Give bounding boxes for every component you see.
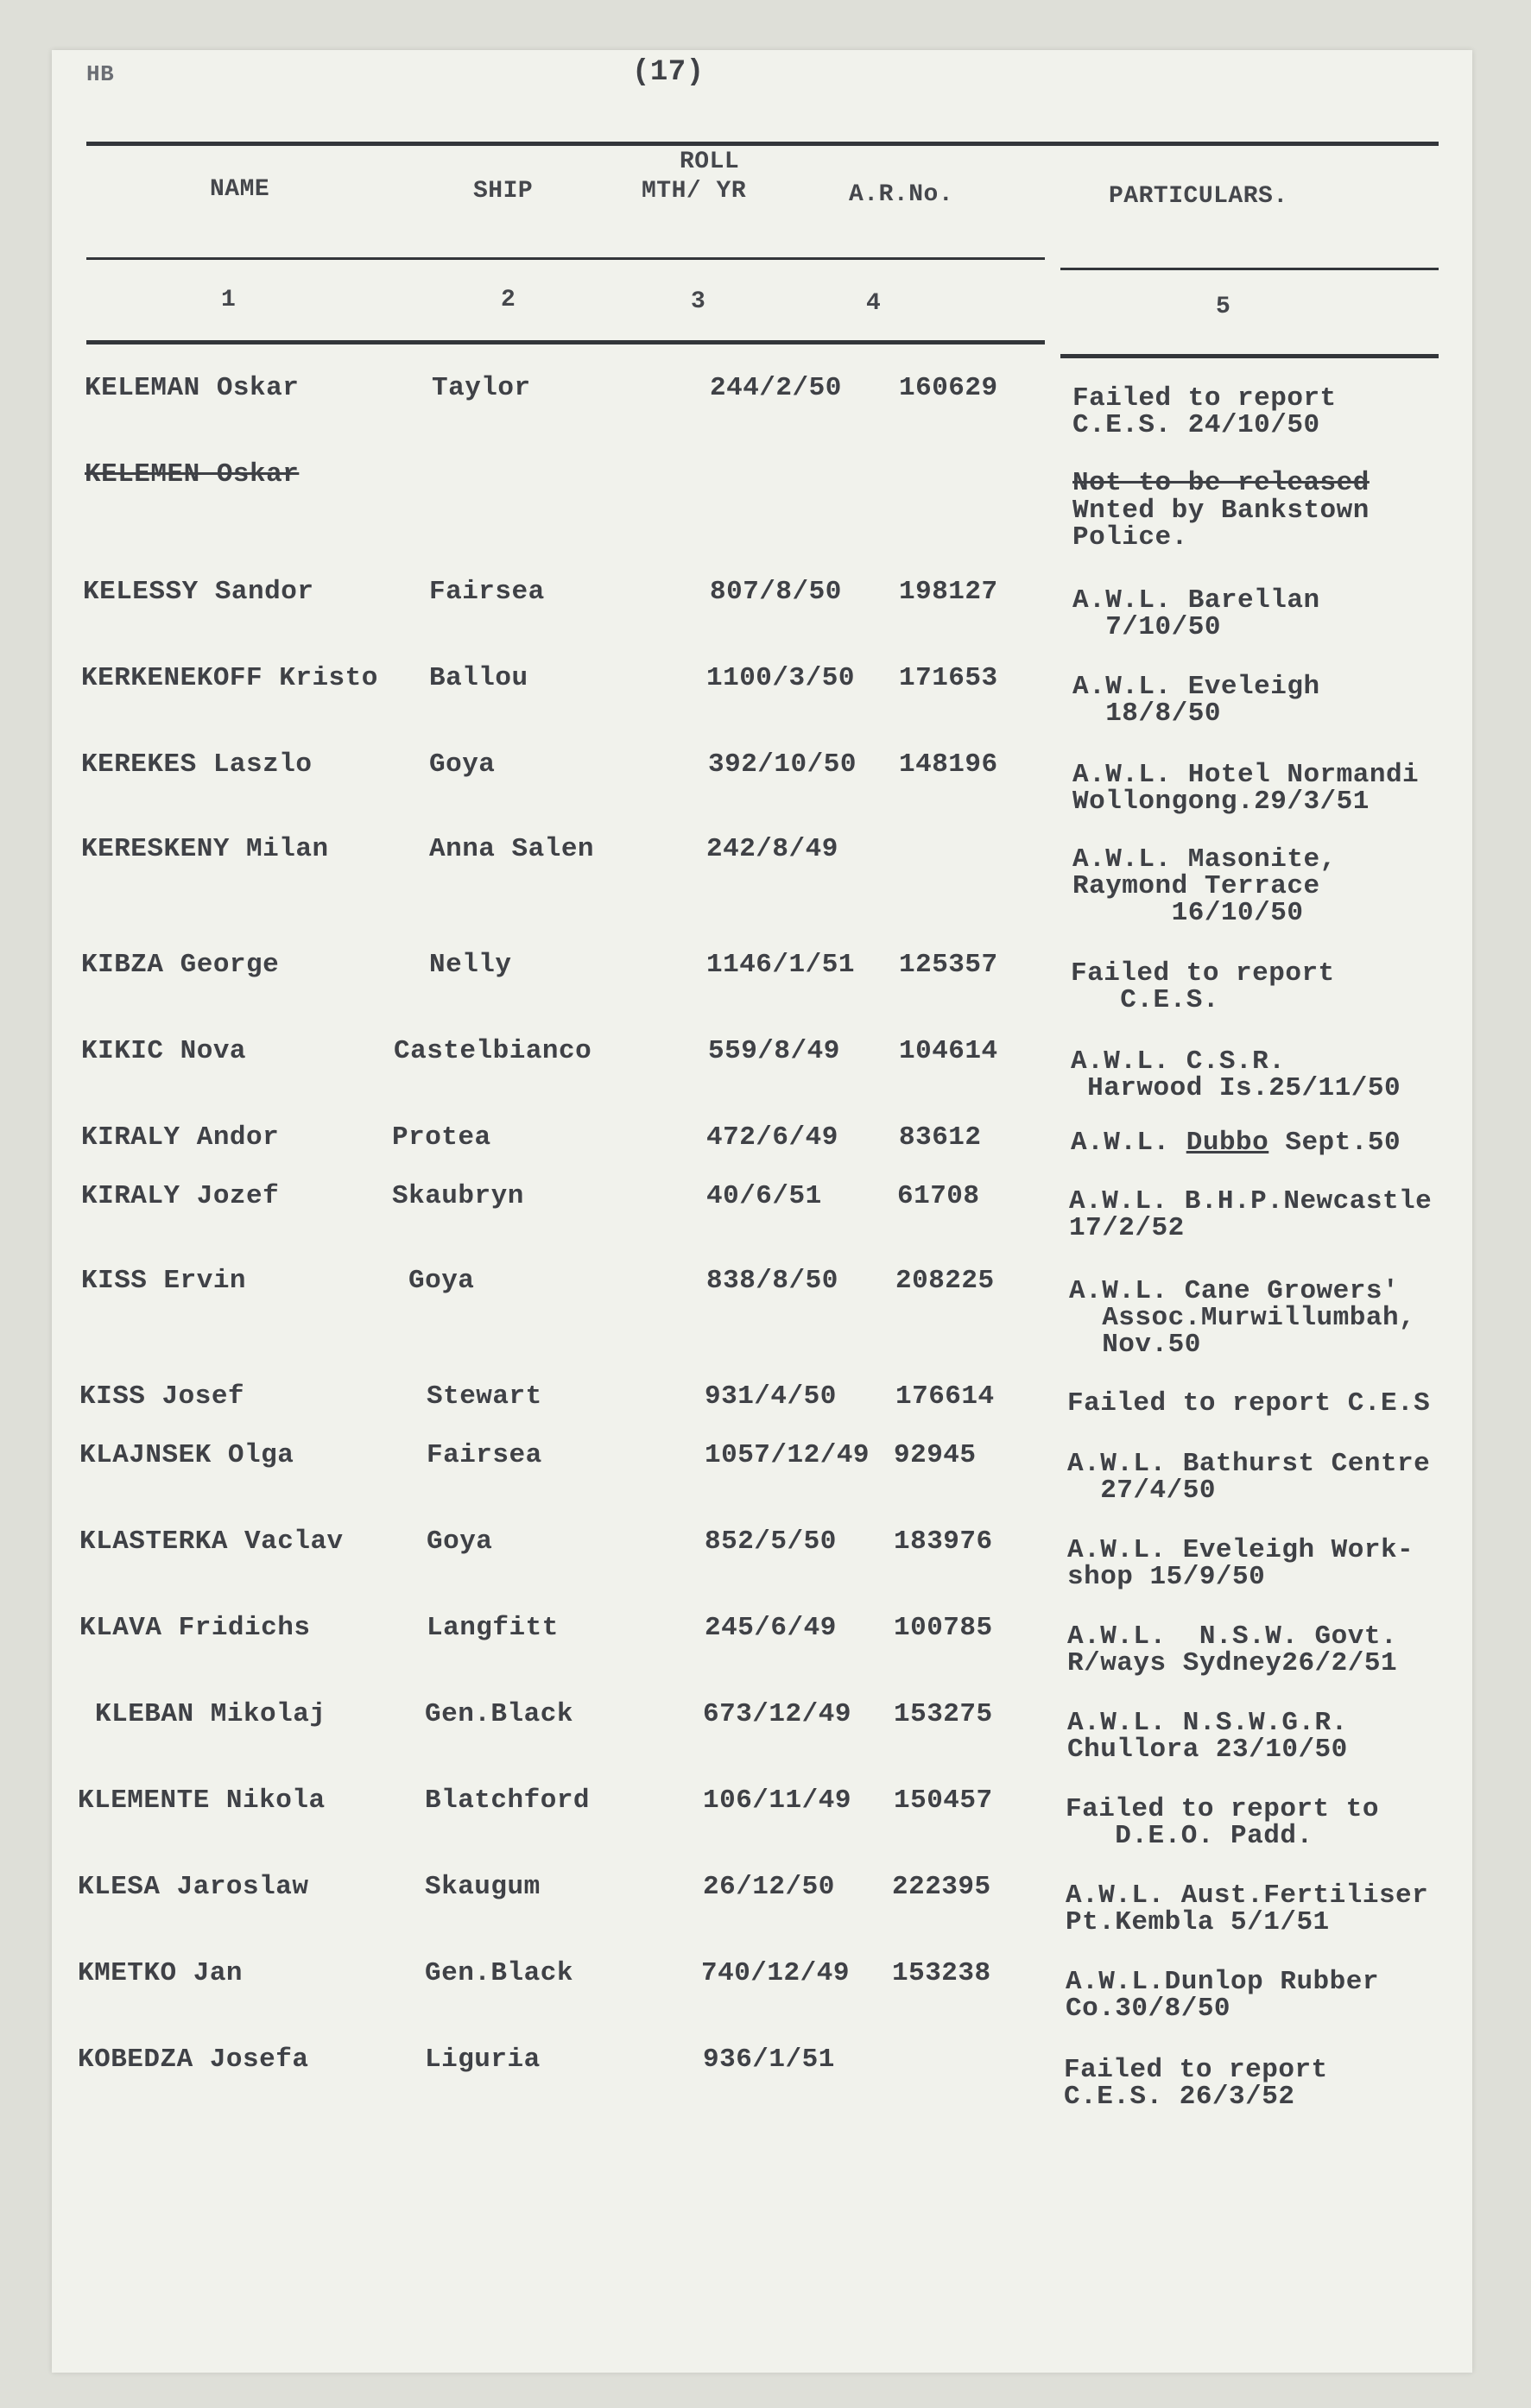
cell-name: KMETKO Jan xyxy=(78,1958,244,1988)
cell-ship: Castelbianco xyxy=(394,1036,592,1066)
cell-ship: Goya xyxy=(429,749,496,780)
cell-ar-number: 104614 xyxy=(899,1036,998,1066)
cell-ship: Nelly xyxy=(429,950,512,980)
column-header-particulars: PARTICULARS. xyxy=(1109,183,1288,210)
cell-name: KLEBAN Mikolaj xyxy=(95,1699,326,1729)
cell-ship: Taylor xyxy=(432,373,531,403)
column-number-4: 4 xyxy=(866,290,882,317)
cell-ar-number: 176614 xyxy=(895,1381,995,1412)
cell-roll: 838/8/50 xyxy=(706,1266,838,1296)
cell-particulars: Failed to report C.E.S. 26/3/52 xyxy=(1064,2055,1328,2112)
cell-particulars xyxy=(1071,1129,1401,1157)
cell-ar-number: 148196 xyxy=(899,749,998,780)
particulars-underlined-place: Dubbo xyxy=(1186,1128,1269,1158)
cell-particulars: A.W.L. Bathurst Centre 27/4/50 xyxy=(1067,1449,1431,1506)
cell-particulars: Wnted by Bankstown Police. xyxy=(1072,496,1370,553)
cell-ar-number: 153238 xyxy=(892,1958,991,1988)
cell-ship: Gen.Black xyxy=(425,1958,573,1988)
cell-ar-number: 171653 xyxy=(899,663,998,693)
cell-ar-number: 100785 xyxy=(894,1613,993,1643)
cell-roll: 931/4/50 xyxy=(705,1381,837,1412)
cell-ar-number: 61708 xyxy=(897,1181,980,1211)
cell-ship: Stewart xyxy=(427,1381,542,1412)
cell-name: KERKENEKOFF Kristo xyxy=(81,663,378,693)
cell-particulars: A.W.L. Eveleigh 18/8/50 xyxy=(1072,672,1320,729)
cell-ship: Langfitt xyxy=(427,1613,559,1643)
cell-name: KOBEDZA Josefa xyxy=(78,2045,309,2075)
column-header-roll-month-year: MTH/ YR xyxy=(642,178,747,205)
cell-roll: 673/12/49 xyxy=(703,1699,851,1729)
cell-name: KISS Ervin xyxy=(81,1266,247,1296)
cell-particulars: Failed to report C.E.S. xyxy=(1071,958,1335,1015)
column-header-name: NAME xyxy=(210,176,270,203)
cell-ar-number: 198127 xyxy=(899,577,998,607)
page-number: (17) xyxy=(632,56,705,89)
cell-particulars: A.W.L. N.S.W.G.R. Chullora 23/10/50 xyxy=(1067,1708,1348,1765)
cell-name: KERESKENY Milan xyxy=(81,834,329,864)
cell-particulars: A.W.L. Hotel Normandi Wollongong.29/3/51 xyxy=(1072,760,1420,817)
cell-particulars: A.W.L. Eveleigh Work- shop 15/9/50 xyxy=(1067,1535,1414,1592)
cell-ship: Skaubryn xyxy=(392,1181,524,1211)
cell-name: KIRALY Andor xyxy=(81,1122,280,1153)
cell-particulars: A.W.L. Masonite, Raymond Terrace 16/10/50 xyxy=(1072,844,1337,928)
cell-roll: 242/8/49 xyxy=(706,834,838,864)
cell-name: KLAVA Fridichs xyxy=(79,1613,311,1643)
cell-ship: Fairsea xyxy=(429,577,545,607)
cell-ar-number: 125357 xyxy=(899,950,998,980)
cell-particulars: A.W.L. C.S.R. Harwood Is.25/11/50 xyxy=(1071,1046,1401,1103)
cell-ar-number: 208225 xyxy=(895,1266,995,1296)
cell-roll: 807/8/50 xyxy=(710,577,842,607)
column-number-2: 2 xyxy=(501,287,516,313)
cell-ship: Skaugum xyxy=(425,1872,541,1902)
cell-particulars: A.W.L. B.H.P.Newcastle 17/2/52 xyxy=(1069,1186,1433,1243)
cell-ship: Anna Salen xyxy=(429,834,595,864)
cell-ar-number: 83612 xyxy=(899,1122,982,1153)
cell-ship: Protea xyxy=(392,1122,491,1153)
cell-particulars: A.W.L.Dunlop Rubber Co.30/8/50 xyxy=(1066,1967,1379,2024)
cell-name: KLESA Jaroslaw xyxy=(78,1872,309,1902)
cell-roll: 1146/1/51 xyxy=(706,950,855,980)
cell-name: KLASTERKA Vaclav xyxy=(79,1526,344,1557)
header-bottom-rule-right xyxy=(1060,354,1439,358)
cell-name: KIKIC Nova xyxy=(81,1036,247,1066)
cell-ar-number: 150457 xyxy=(894,1785,993,1816)
cell-ship: Gen.Black xyxy=(425,1699,573,1729)
column-number-5: 5 xyxy=(1216,294,1231,320)
cell-ar-number: 92945 xyxy=(894,1440,977,1470)
cell-particulars: A.W.L. Barellan 7/10/50 xyxy=(1072,585,1320,642)
cell-roll: 936/1/51 xyxy=(703,2045,835,2075)
cell-ship: Fairsea xyxy=(427,1440,542,1470)
header-top-rule xyxy=(86,142,1439,146)
column-number-1: 1 xyxy=(221,287,237,313)
cell-name: KELESSY Sandor xyxy=(83,577,314,607)
particulars-prefix: A.W.L. xyxy=(1071,1128,1186,1158)
column-header-ar-number: A.R.No. xyxy=(849,181,954,208)
cell-ship: Blatchford xyxy=(425,1785,591,1816)
cell-particulars: Failed to report C.E.S. 24/10/50 xyxy=(1072,383,1337,440)
cell-name: KELEMAN Oskar xyxy=(85,373,300,403)
cell-name: KELEMEN Oskar xyxy=(85,459,300,490)
particulars-suffix: Sept.50 xyxy=(1268,1128,1401,1158)
header-mid-rule-right xyxy=(1060,268,1439,270)
column-number-3: 3 xyxy=(691,288,706,315)
cell-name: KIRALY Jozef xyxy=(81,1181,280,1211)
column-header-ship: SHIP xyxy=(473,178,534,205)
cell-roll: 245/6/49 xyxy=(705,1613,837,1643)
cell-particulars: Failed to report to D.E.O. Padd. xyxy=(1066,1794,1379,1851)
cell-ship: Goya xyxy=(427,1526,493,1557)
cell-particulars-struck: Not to be released xyxy=(1072,468,1370,498)
header-mid-rule-left xyxy=(86,257,1045,260)
cell-ar-number: 153275 xyxy=(894,1699,993,1729)
cell-particulars: Failed to report C.E.S xyxy=(1067,1388,1431,1419)
header-bottom-rule-left xyxy=(86,340,1045,344)
cell-roll: 106/11/49 xyxy=(703,1785,851,1816)
cell-roll: 244/2/50 xyxy=(710,373,842,403)
cell-particulars: A.W.L. Cane Growers' Assoc.Murwillumbah, Nov.50 xyxy=(1069,1276,1416,1360)
cell-particulars: A.W.L. Aust.Fertiliser Pt.Kembla 5/1/51 xyxy=(1066,1880,1429,1937)
cell-name: KISS Josef xyxy=(79,1381,245,1412)
cell-ar-number: 183976 xyxy=(894,1526,993,1557)
cell-roll: 392/10/50 xyxy=(708,749,857,780)
cell-name: KLEMENTE Nikola xyxy=(78,1785,326,1816)
page-initials: HB xyxy=(86,61,115,87)
cell-ar-number: 160629 xyxy=(899,373,998,403)
cell-roll: 852/5/50 xyxy=(705,1526,837,1557)
cell-roll: 26/12/50 xyxy=(703,1872,835,1902)
cell-roll: 559/8/49 xyxy=(708,1036,840,1066)
cell-ship: Liguria xyxy=(425,2045,541,2075)
cell-ar-number: 222395 xyxy=(892,1872,991,1902)
cell-name: KIBZA George xyxy=(81,950,280,980)
cell-roll: 1057/12/49 xyxy=(705,1440,870,1470)
cell-ship: Ballou xyxy=(429,663,528,693)
cell-roll: 1100/3/50 xyxy=(706,663,855,693)
column-header-roll: ROLL xyxy=(680,149,740,175)
cell-roll: 472/6/49 xyxy=(706,1122,838,1153)
cell-particulars: A.W.L. N.S.W. Govt. R/ways Sydney26/2/51 xyxy=(1067,1621,1398,1678)
cell-name: KEREKES Laszlo xyxy=(81,749,313,780)
cell-name: KLAJNSEK Olga xyxy=(79,1440,294,1470)
cell-roll: 740/12/49 xyxy=(701,1958,850,1988)
cell-ship: Goya xyxy=(408,1266,475,1296)
cell-roll: 40/6/51 xyxy=(706,1181,822,1211)
